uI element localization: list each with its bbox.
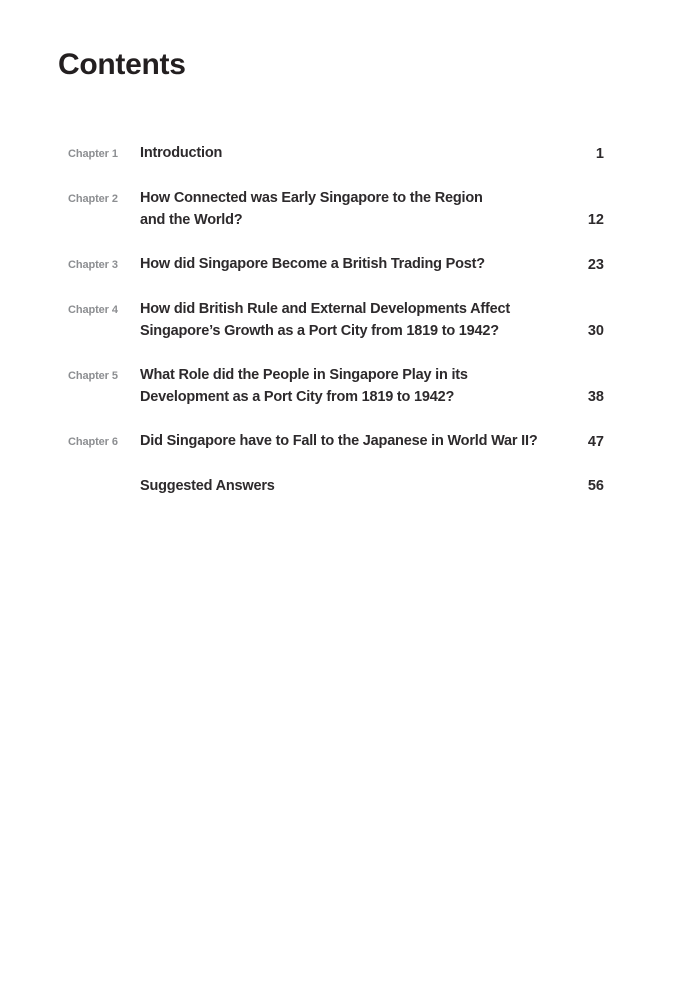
chapter-title <box>140 430 556 452</box>
table-of-contents <box>68 142 604 497</box>
chapter-title <box>140 253 556 275</box>
toc-entry-chapter-5 <box>68 364 604 408</box>
chapter-title <box>140 187 556 231</box>
chapter-title-line: How did British Rule and External Developments Affect <box>140 301 510 317</box>
chapter-label: Chapter 2 <box>68 193 118 205</box>
chapter-title <box>140 298 556 342</box>
chapter-title <box>140 142 556 164</box>
chapter-label: Chapter 3 <box>68 259 118 271</box>
page-number: 30 <box>587 323 604 339</box>
chapter-label: Chapter 1 <box>68 148 118 160</box>
toc-entry-suggested-answers <box>68 475 604 497</box>
page-number: 47 <box>587 434 604 450</box>
toc-entry-chapter-3 <box>68 253 604 276</box>
toc-entry-chapter-1 <box>68 142 604 165</box>
chapter-label <box>68 475 140 476</box>
chapter-title-line: How Connected was Early Singapore to the Region <box>140 190 483 206</box>
chapter-label: Chapter 5 <box>68 370 118 382</box>
chapter-title-line: How did Singapore Become a British Trading Post? <box>140 256 485 272</box>
chapter-title-line: Introduction <box>140 145 223 161</box>
chapter-title-line: Suggested Answers <box>140 478 275 494</box>
toc-entry-chapter-4 <box>68 298 604 342</box>
chapter-title <box>140 364 556 408</box>
chapter-title-line: Singapore’s Growth as a Port City from 1819 to 1942? <box>140 323 499 339</box>
chapter-label: Chapter 6 <box>68 436 118 448</box>
chapter-title-line: Development as a Port City from 1819 to 1942? <box>140 389 455 405</box>
page-number: 12 <box>587 212 604 228</box>
page-number: 38 <box>587 389 604 405</box>
toc-entry-chapter-2 <box>68 187 604 231</box>
chapter-title-line: Did Singapore have to Fall to the Japanese in World War II? <box>140 433 538 449</box>
contents-page <box>0 48 700 1007</box>
chapter-title <box>140 475 556 497</box>
page-title: Contents <box>58 48 186 81</box>
page-number: 1 <box>595 146 604 162</box>
page-number: 23 <box>587 257 604 273</box>
chapter-title-line: What Role did the People in Singapore Play in its <box>140 367 468 383</box>
page-number: 56 <box>587 478 604 494</box>
chapter-title-line: and the World? <box>140 212 243 228</box>
chapter-label: Chapter 4 <box>68 304 118 316</box>
toc-entry-chapter-6 <box>68 430 604 453</box>
